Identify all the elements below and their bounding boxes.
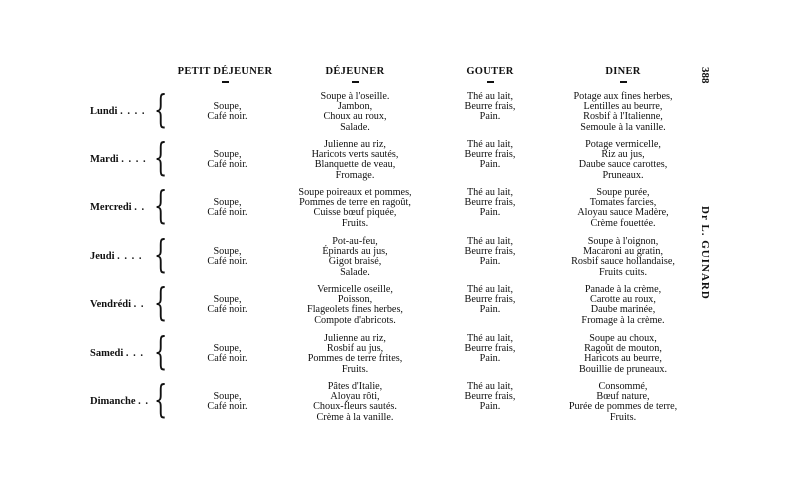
menu-item: Pain.	[479, 111, 501, 123]
menu-cell-petit	[190, 102, 265, 122]
leader-dots: . .	[134, 202, 146, 213]
menu-cell-gouter	[445, 334, 535, 365]
menu-cell-petit	[190, 150, 265, 170]
menu-item: Flageolets fines herbes,	[307, 304, 403, 316]
leader-dots: . . . .	[121, 154, 147, 165]
menu-item: Potage aux fines herbes,	[573, 91, 673, 102]
menu-item: Beurre frais,	[464, 391, 516, 403]
menu-item: Blanquette de veau,	[314, 159, 396, 171]
leader-dots: . . . .	[117, 251, 143, 262]
menu-cell-diner	[542, 237, 704, 278]
running-head: Dr L. GUINARD	[699, 206, 711, 300]
menu-item: Panade à la crème,	[584, 284, 662, 295]
menu-item: Carotte au roux,	[590, 294, 656, 306]
menu-item: Thé au lait,	[466, 236, 514, 247]
menu-item: Thé au lait,	[466, 284, 514, 295]
menu-item: Purée de pommes de terre,	[568, 401, 678, 413]
menu-item: Soupe,	[213, 101, 242, 112]
menu-cell-gouter	[445, 237, 535, 268]
menu-item: Haricots au beurre,	[584, 353, 662, 365]
menu-item: Fromage à la crème.	[581, 314, 665, 326]
leader-dots: . . . .	[120, 106, 146, 117]
menu-item: Thé au lait,	[466, 91, 514, 102]
menu-cell-petit	[190, 198, 265, 218]
menu-item: Bouillie de pruneaux.	[579, 363, 667, 375]
day-label	[90, 106, 145, 117]
menu-item: Rosbif au jus,	[326, 343, 384, 355]
menu-item: Pain.	[479, 401, 501, 413]
menu-item: Rosbif à l'Italienne,	[583, 111, 663, 123]
brace-icon: {	[154, 183, 168, 227]
menu-cell-petit	[190, 295, 265, 315]
menu-item: Épinards au jus,	[322, 246, 388, 258]
menu-item: Bœuf nature,	[596, 391, 650, 403]
menu-item: Café noir.	[207, 256, 248, 268]
menu-cell-dejeuner	[285, 237, 425, 278]
header-petit-dejeuner: PETIT DÉJEUNER	[170, 66, 280, 83]
menu-cell-gouter	[445, 188, 535, 219]
header-dejeuner: DÉJEUNER	[300, 66, 410, 83]
menu-item: Beurre frais,	[464, 101, 516, 113]
menu-item: Café noir.	[207, 207, 248, 219]
menu-item: Café noir.	[207, 304, 248, 316]
brace-icon: {	[154, 232, 168, 276]
menu-item: Thé au lait,	[466, 187, 514, 198]
menu-item: Thé au lait,	[466, 139, 514, 150]
brace-icon: {	[154, 135, 168, 179]
menu-item: Beurre frais,	[464, 246, 516, 258]
menu-item: Soupe au choux,	[589, 333, 657, 344]
menu-item: Semoule à la vanille.	[580, 121, 666, 133]
menu-item: Soupe purée,	[596, 187, 650, 198]
menu-item: Beurre frais,	[464, 197, 516, 209]
menu-item: Cuisse bœuf piquée,	[313, 207, 397, 219]
menu-item: Salade.	[340, 266, 370, 278]
menu-item: Consommé,	[598, 381, 648, 392]
menu-item: Soupe,	[213, 391, 242, 402]
menu-item: Thé au lait,	[466, 333, 514, 344]
menu-item: Café noir.	[207, 353, 248, 365]
day-label	[90, 202, 145, 213]
menu-cell-dejeuner	[285, 382, 425, 423]
day-label	[90, 251, 143, 262]
menu-item: Soupe,	[213, 149, 242, 160]
day-name: Samedi	[90, 348, 124, 359]
menu-item: Macaroni au gratin,	[582, 246, 664, 258]
menu-cell-diner	[542, 334, 704, 375]
menu-item: Café noir.	[207, 111, 248, 123]
menu-cell-dejeuner	[285, 334, 425, 375]
menu-item: Jambon,	[337, 101, 373, 113]
menu-item: Fruits.	[341, 363, 369, 375]
menu-cell-dejeuner	[285, 140, 425, 181]
menu-item: Julienne au riz,	[324, 333, 386, 344]
menu-cell-diner	[542, 285, 704, 326]
menu-item: Café noir.	[207, 401, 248, 413]
menu-item: Pain.	[479, 353, 501, 365]
menu-item: Tomates farcies,	[589, 197, 657, 209]
menu-item: Fruits cuits.	[598, 266, 648, 278]
menu-item: Riz au jus,	[601, 149, 645, 161]
menu-item: Soupe,	[213, 246, 242, 257]
menu-item: Choux-fleurs sautés.	[313, 401, 397, 413]
menu-item: Pain.	[479, 159, 501, 171]
day-name: Vendrédi	[90, 299, 132, 310]
menu-item: Soupe à l'oignon,	[587, 236, 659, 247]
day-label	[90, 299, 145, 310]
menu-item: Soupe,	[213, 343, 242, 354]
menu-item: Pain.	[479, 256, 501, 268]
header-gouter: GOUTER	[445, 66, 535, 83]
menu-cell-gouter	[445, 92, 535, 123]
brace-icon: {	[154, 377, 168, 421]
menu-cell-petit	[190, 392, 265, 412]
menu-item: Haricots verts sautés,	[311, 149, 399, 161]
brace-icon: {	[154, 329, 168, 373]
menu-cell-petit	[190, 247, 265, 267]
menu-item: Pommes de terre frites,	[307, 353, 403, 365]
menu-cell-diner	[542, 188, 704, 229]
menu-item: Choux au roux,	[323, 111, 387, 123]
menu-item: Crème fouettée.	[590, 217, 656, 229]
day-label	[90, 154, 147, 165]
menu-item: Pruneaux.	[602, 169, 644, 181]
brace-icon: {	[154, 280, 168, 324]
menu-item: Café noir.	[207, 159, 248, 171]
menu-item: Potage vermicelle,	[585, 139, 661, 150]
menu-item: Vermicelle oseille,	[317, 284, 393, 295]
menu-item: Crème à la vanille.	[316, 411, 394, 423]
day-name: Jeudi	[90, 251, 115, 262]
page-number: 388	[699, 67, 711, 84]
menu-item: Beurre frais,	[464, 294, 516, 306]
menu-item: Fromage.	[335, 169, 375, 181]
menu-item: Pommes de terre en ragoût,	[299, 197, 411, 209]
menu-item: Soupe,	[213, 197, 242, 208]
menu-item: Aloyau rôti,	[330, 391, 380, 403]
menu-item: Soupe à l'oseille.	[320, 91, 390, 102]
menu-cell-dejeuner	[285, 188, 425, 229]
menu-cell-diner	[542, 92, 704, 133]
day-name: Mardi	[90, 154, 119, 165]
menu-item: Pain.	[479, 304, 501, 316]
menu-item: Pot-au-feu,	[332, 236, 378, 247]
menu-cell-dejeuner	[285, 92, 425, 133]
header-diner: DINER	[548, 66, 698, 83]
menu-item: Julienne au riz,	[324, 139, 386, 150]
day-label	[90, 348, 144, 359]
menu-item: Thé au lait,	[466, 381, 514, 392]
leader-dots: . . .	[125, 348, 145, 359]
menu-item: Pâtes d'Italie,	[327, 381, 383, 392]
menu-item: Salade.	[340, 121, 370, 133]
menu-item: Daube sauce carottes,	[578, 159, 668, 171]
menu-item: Soupe,	[213, 294, 242, 305]
menu-item: Fruits.	[609, 411, 637, 423]
menu-item: Compote d'abricots.	[314, 314, 396, 326]
menu-item: Poisson,	[337, 294, 373, 306]
menu-item: Gigot braisé,	[328, 256, 382, 268]
brace-icon: {	[154, 87, 168, 131]
menu-item: Fruits.	[341, 217, 369, 229]
menu-item: Lentilles au beurre,	[583, 101, 663, 113]
menu-cell-petit	[190, 344, 265, 364]
menu-cell-gouter	[445, 382, 535, 413]
menu-item: Aloyau sauce Madère,	[577, 207, 669, 219]
menu-cell-diner	[542, 140, 704, 181]
day-name: Dimanche	[90, 396, 136, 407]
menu-item: Rosbif sauce hollandaise,	[571, 256, 675, 268]
menu-item: Beurre frais,	[464, 343, 516, 355]
day-name: Lundi	[90, 106, 118, 117]
menu-item: Ragoût de mouton,	[584, 343, 662, 355]
menu-cell-dejeuner	[285, 285, 425, 326]
leader-dots: . .	[138, 396, 149, 407]
menu-item: Daube marinée,	[590, 304, 656, 316]
leader-dots: . .	[133, 299, 145, 310]
menu-cell-gouter	[445, 285, 535, 316]
day-name: Mercredi	[90, 202, 132, 213]
menu-cell-gouter	[445, 140, 535, 171]
menu-item: Pain.	[479, 207, 501, 219]
menu-item: Beurre frais,	[464, 149, 516, 161]
menu-cell-diner	[542, 382, 704, 423]
day-label	[90, 396, 149, 407]
menu-item: Soupe poireaux et pommes,	[298, 187, 412, 198]
